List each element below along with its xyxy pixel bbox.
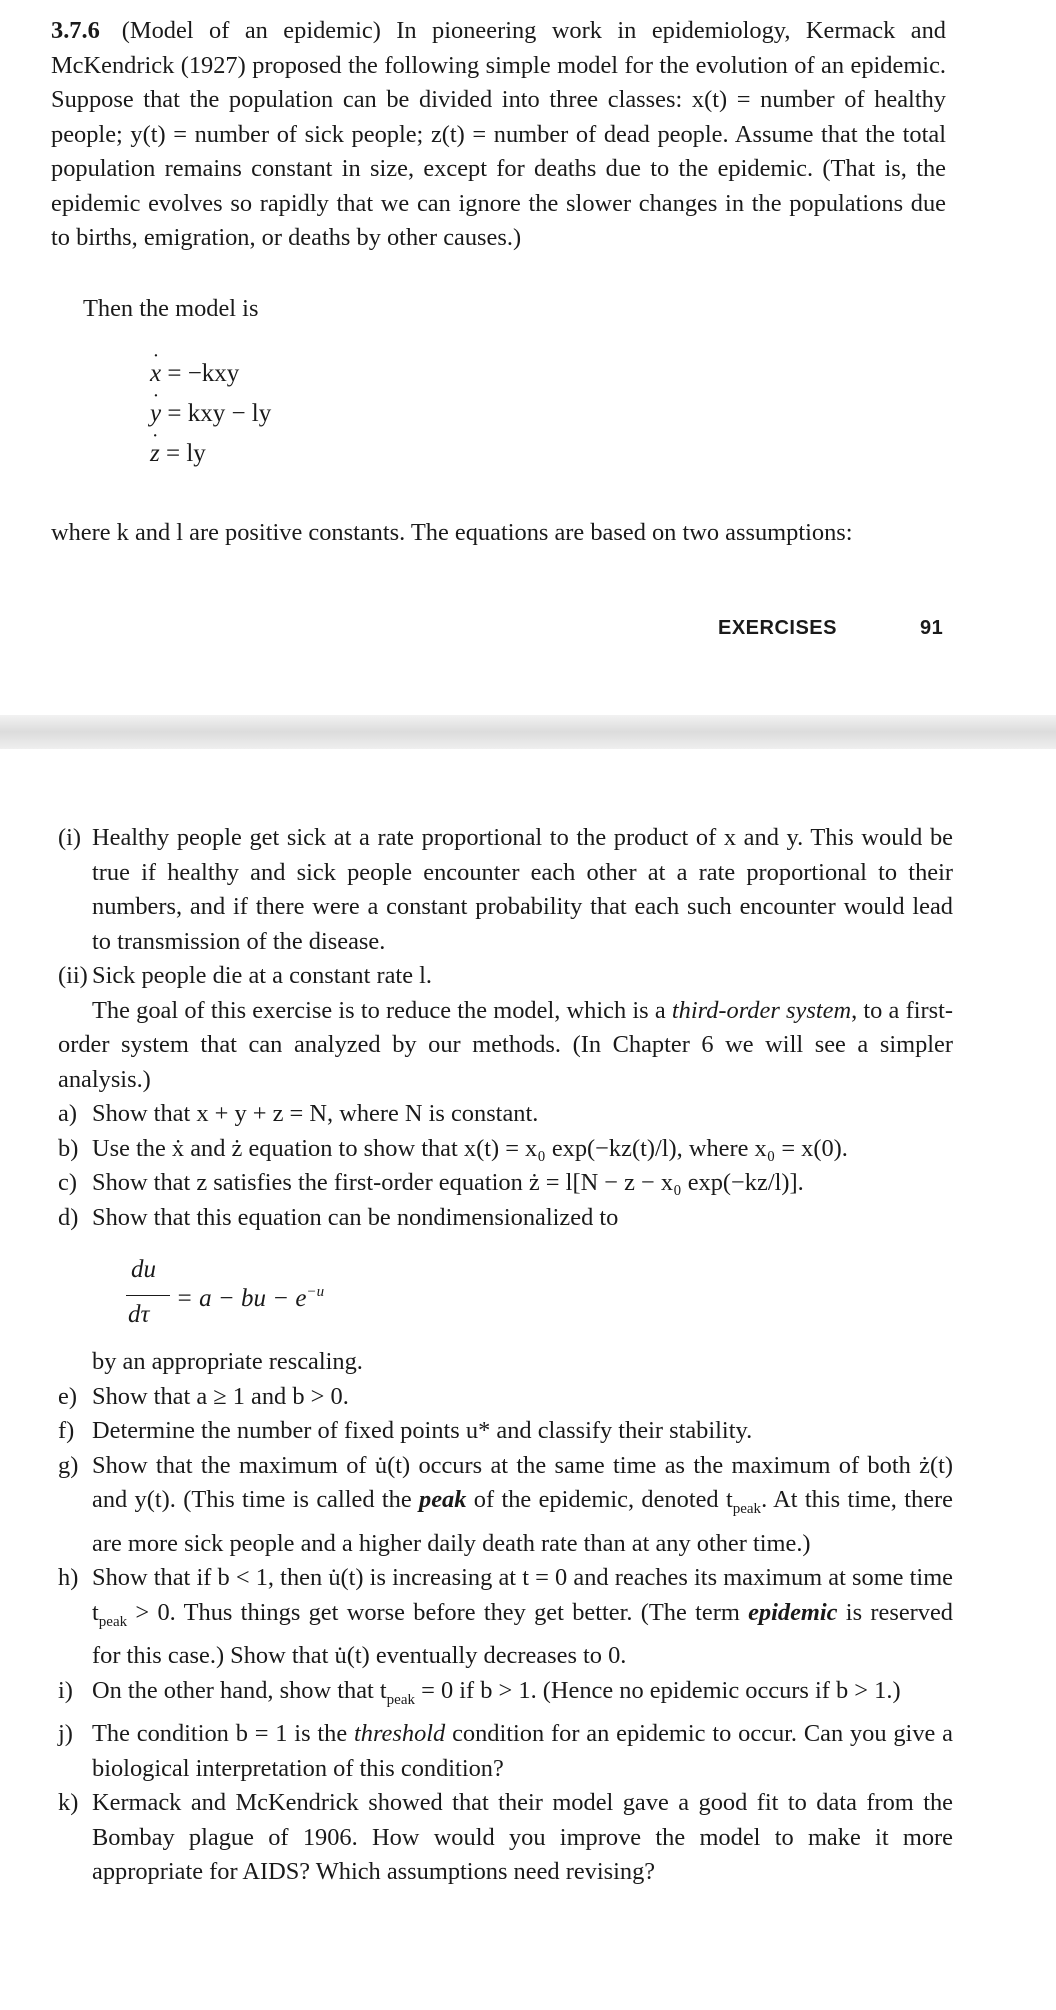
page-top [0, 0, 1056, 715]
intro-text: (Model of an epidemic) In pioneering work in epidemiology, Kermack and McKendrick (1927) proposed the following simple model for the evolution of an epidemic. Suppose that the population can be divided into three classes: x(t) = number of healthy people; y(t) = number of sick people; z(t) = number of dead people. Assume that the total population remains constant in size, except for deaths due to the epidemic. (That is, the epidemic evolves so rapidly that we can ignore the slower changes in the populations due to births, emigration, or deaths by other causes.) [51, 17, 946, 251]
part-e: e) Show that a ≥ 1 and b > 0. [58, 1382, 349, 1410]
intro-paragraph [51, 14, 946, 256]
equation-z-rhs: = ly [165, 440, 206, 467]
formula-rhs: = a − bu − e [176, 1285, 307, 1312]
equation-y-rhs: = kxy − ly [167, 400, 272, 427]
page-gap [0, 715, 1056, 749]
equation-x-rhs: = −kxy [167, 360, 240, 387]
exercise-number: 3.7.6 [51, 17, 100, 44]
equation-y: ˙ y = kxy − ly [150, 396, 271, 432]
running-header: EXERCISES [718, 617, 837, 639]
formula-container: du dτ = a − bu − $e^{-u}$ [128, 1256, 325, 1328]
part-k: k) Kermack and McKendrick showed that their model gave a good fit to data from the Bombay plague of 1906. How would you improve the model to make it more appropriate for AIDS? Which assumptions need revising? [58, 1789, 953, 1885]
assumption-i: (i) Healthy people get sick at a rate proportional to the product of x and y. This would be true if healthy and sick people encounter each other at a rate proportional to their numbers, and if there were a constant probability that each such encounter would lead to transmission of the disease. [58, 824, 953, 955]
part-f: f) Determine the number of fixed points u* and classify their stability. [58, 1417, 753, 1444]
part-g: g) Show that the maximum of u̇(t) occurs at the same time as the maximum of both ż(t) and y(t). (This time is called the peak of the epidemic, denoted $t_{peak}$. At this time, there are more sick people and a higher daily death rate than at any other time.) [58, 1451, 953, 1557]
part-c: c) Show that z satisfies the first-order equation ż = l[N − z − x₀ exp(−kz/l)]. [58, 1169, 804, 1196]
equation-z: ˙ z = ly [150, 436, 206, 472]
part-d: d) Show that this equation can be nondimensionalized to [58, 1203, 619, 1231]
part-i: i) On the other hand, show that $t_{peak} = 0$ if b > 1. (Hence no epidemic occurs if b > 1.) [58, 1676, 901, 1708]
then-text: Then the model is [83, 295, 259, 322]
rescaling-text: by an appropriate rescaling. [92, 1348, 363, 1375]
exercise-body [58, 821, 953, 1890]
page-bottom [0, 749, 1056, 2010]
where-text: where k and l are positive constants. The equations are based on two assumptions: [51, 519, 853, 546]
part-j: j) The condition b = 1 is the threshold condition for an epidemic to occur. Can you give a biological interpretation of this condition? [58, 1720, 953, 1782]
goal-paragraph: The goal of this exercise is to reduce the model, which is a third-order system, to a first-order system that can analyzed by our methods. (In Chapter 6 we will see a simpler analysis.) [58, 996, 953, 1093]
page-number: 91 [920, 617, 944, 639]
equation-x: ˙ x = −kxy [150, 356, 239, 392]
assumption-ii: (ii) Sick people die at a constant rate l. [58, 962, 432, 989]
part-b: b) Use the ẋ and ż equation to show that x(t) = x₀ exp(−kz(t)/l), where x₀ = x(0). [58, 1134, 848, 1162]
part-a: a) Show that x + y + z = N, where N is constant. [58, 1100, 539, 1127]
part-h: h) Show that if b < 1, then u̇(t) is increasing at t = 0 and reaches its maximum at some time $t_{peak} > 0$. Thus things get worse before they get better. (The term epidemic is reserved for this case.) Show that u̇(t) eventually decreases to 0. [58, 1564, 953, 1669]
